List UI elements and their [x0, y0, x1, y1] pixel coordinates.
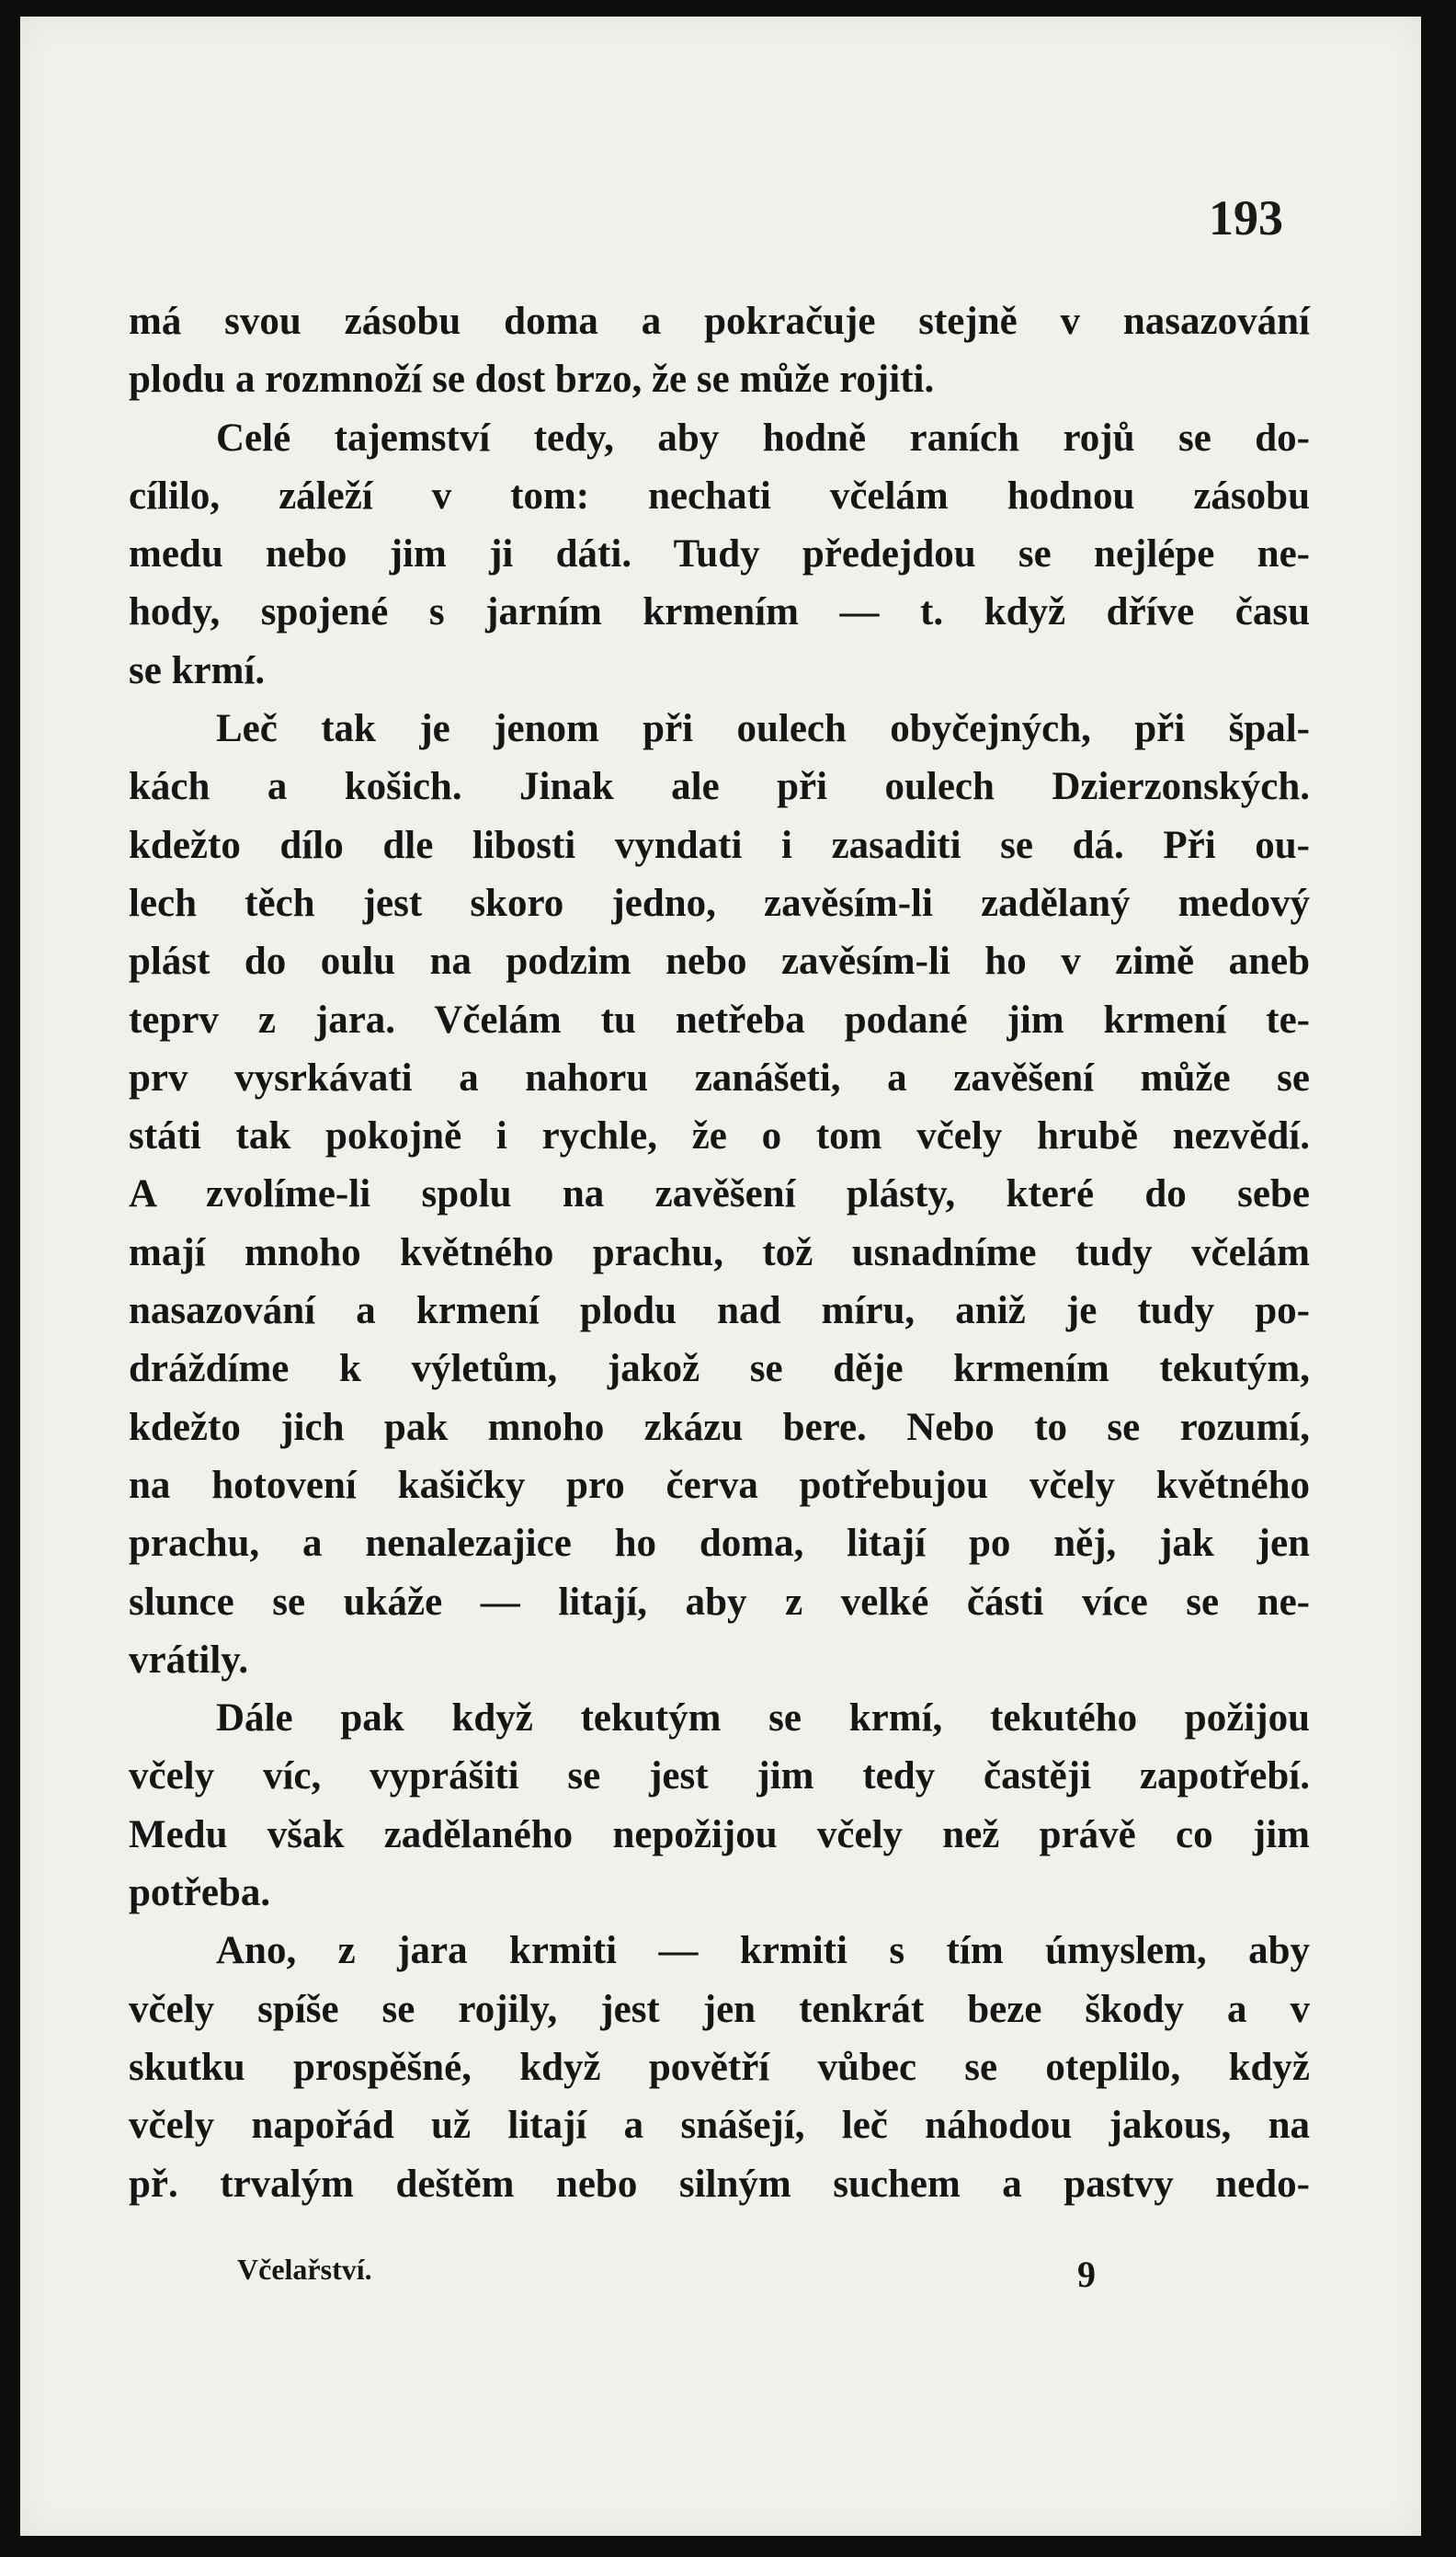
text-line: státi tak pokojně i rychle, že o tom včely hrubě nezvědí.	[129, 1114, 1310, 1159]
text-line: mají mnoho květného prachu, tož usnadníme tudy včelám	[129, 1230, 1310, 1274]
text-line: včely spíše se rojily, jest jen tenkrát beze škody a v	[129, 1987, 1310, 2031]
text-line: medu nebo jim ji dáti. Tudy předejdou se nejlépe ne-	[129, 532, 1310, 576]
text-line: kdežto jich pak mnoho zkázu bere. Nebo to se rozumí,	[129, 1405, 1310, 1449]
text-line: kách a košich. Jinak ale při oulech Dzierzonských.	[129, 765, 1310, 809]
text-line: dráždíme k výletům, jakož se děje krmením tekutým,	[129, 1347, 1310, 1391]
text-line: Celé tajemství tedy, aby hodně raních rojů se do-	[216, 416, 1310, 460]
text-line: včely víc, vyprášiti se jest jim tedy častěji zapotřebí.	[129, 1754, 1310, 1798]
footer-signature-mark: 9	[1077, 2254, 1096, 2295]
book-page	[20, 17, 1421, 2536]
text-line: má svou zásobu doma a pokračuje stejně v nasazování	[129, 300, 1310, 343]
text-line: př. trvalým deštěm nebo silným suchem a pastvy nedo-	[129, 2162, 1310, 2206]
text-line: se krmí.	[129, 648, 266, 692]
text-line: vrátily.	[129, 1638, 249, 1682]
body-text	[129, 292, 1310, 2213]
text-line: včely napořád už litají a snášejí, leč náhodou jakous, na	[129, 2104, 1310, 2148]
text-line: prv vysrkávati a nahoru zanášeti, a zavěšení může se	[129, 1056, 1310, 1100]
text-line: lech těch jest skoro jedno, zavěsím-li zadělaný medový	[129, 881, 1310, 925]
text-line: plást do oulu na podzim nebo zavěsím-li ho v zimě aneb	[129, 940, 1310, 984]
text-line: Leč tak je jenom při oulech obyčejných, při špal-	[216, 707, 1310, 751]
text-line: hody, spojené s jarním krmením — t. když dříve času	[129, 590, 1310, 634]
text-line: Medu však zadělaného nepožijou včely než právě co jim	[129, 1812, 1310, 1856]
text-line: potřeba.	[129, 1871, 271, 1915]
text-line: Ano, z jara krmiti — krmiti s tím úmyslem, aby	[216, 1929, 1310, 1973]
text-line: na hotovení kašičky pro červa potřebujou včely květného	[129, 1463, 1310, 1507]
footer-book-title: Včelařství.	[237, 2253, 372, 2286]
page-number: 193	[1209, 190, 1283, 245]
text-line: nasazování a krmení plodu nad míru, aniž je tudy po-	[129, 1289, 1310, 1333]
text-line: cílilo, záleží v tom: nechati včelám hodnou zásobu	[129, 474, 1310, 518]
text-line: A zvolíme-li spolu na zavěšení plásty, které do sebe	[129, 1172, 1310, 1216]
text-line: Dále pak když tekutým se krmí, tekutého požijou	[216, 1696, 1310, 1741]
text-line: slunce se ukáže — litají, aby z velké části více se ne-	[129, 1580, 1310, 1624]
text-line: teprv z jara. Včelám tu netřeba podané jim krmení te-	[129, 998, 1310, 1042]
text-line: plodu a rozmnoží se dost brzo, že se může rojiti.	[129, 358, 935, 402]
text-line: kdežto dílo dle libosti vyndati i zasaditi se dá. Při ou-	[129, 823, 1310, 867]
text-line: skutku prospěšné, když povětří vůbec se oteplilo, když	[129, 2045, 1310, 2089]
text-line: prachu, a nenalezajice ho doma, litají po něj, jak jen	[129, 1522, 1310, 1566]
